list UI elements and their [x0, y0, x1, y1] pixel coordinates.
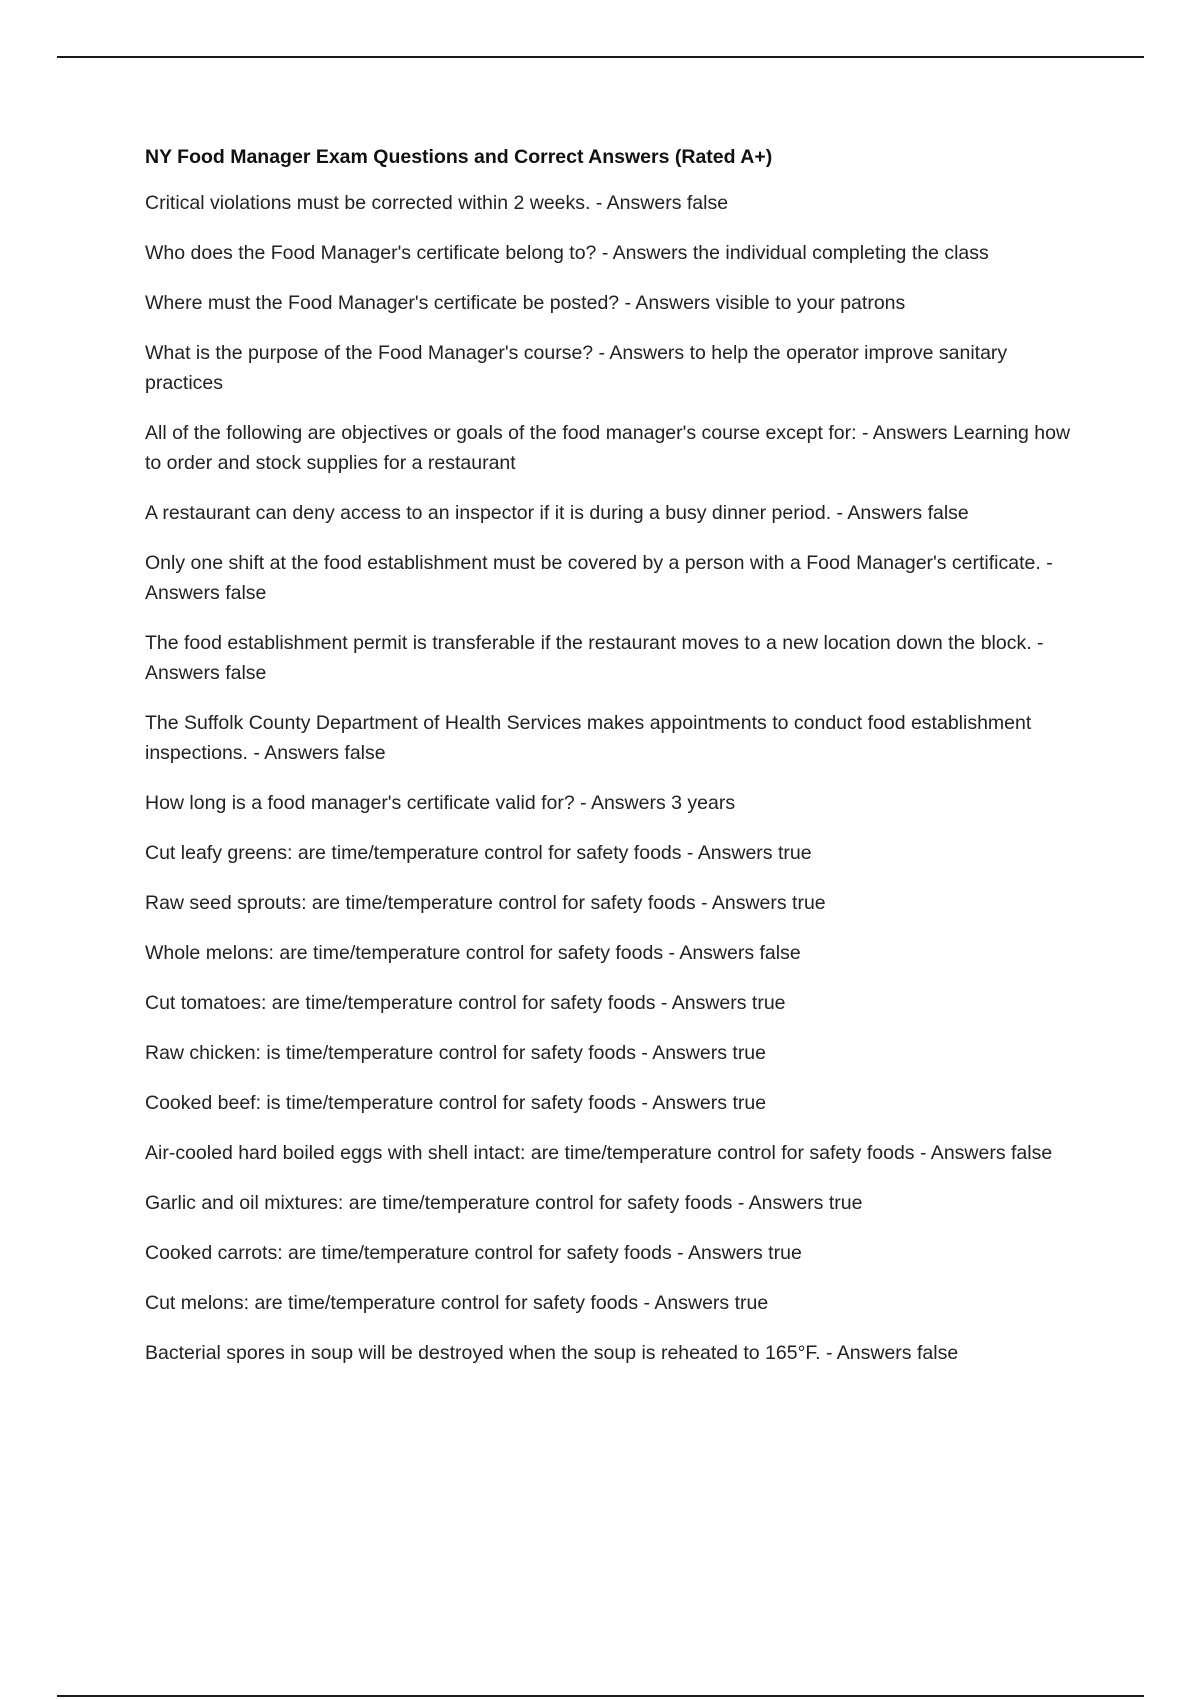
qa-item: Raw chicken: is time/temperature control for safety foods - Answers true: [145, 1042, 767, 1064]
top-divider: [57, 56, 1144, 58]
qa-item: The food establishment permit is transferable if the restaurant moves to a new location down the block. - Answers false: [145, 632, 1044, 684]
qa-item: How long is a food manager's certificate valid for? - Answers 3 years: [145, 792, 736, 814]
document-title: NY Food Manager Exam Questions and Correct Answers (Rated A+): [145, 146, 773, 168]
qa-item: Bacterial spores in soup will be destroyed when the soup is reheated to 165°F. - Answers false: [145, 1342, 959, 1364]
qa-item: What is the purpose of the Food Manager's course? - Answers to help the operator improve sanitary practices: [145, 342, 1008, 394]
qa-item: Whole melons: are time/temperature control for safety foods - Answers false: [145, 942, 801, 964]
qa-item: Who does the Food Manager's certificate belong to? - Answers the individual completing the class: [145, 242, 989, 264]
qa-item: All of the following are objectives or goals of the food manager's course except for: - Answers Learning how to order and stock supplies for a restaurant: [145, 422, 1071, 474]
qa-item: Only one shift at the food establishment must be covered by a person with a Food Manager's certificate. - Answers false: [145, 552, 1053, 604]
qa-item: Cooked carrots: are time/temperature control for safety foods - Answers true: [145, 1242, 802, 1264]
qa-item: Cut melons: are time/temperature control for safety foods - Answers true: [145, 1292, 769, 1314]
qa-item: Cooked beef: is time/temperature control for safety foods - Answers true: [145, 1092, 767, 1114]
qa-item: A restaurant can deny access to an inspector if it is during a busy dinner period. - Answers false: [145, 502, 969, 524]
qa-item: Raw seed sprouts: are time/temperature control for safety foods - Answers true: [145, 892, 826, 914]
qa-item: Air-cooled hard boiled eggs with shell intact: are time/temperature control for safety foods - Answers false: [145, 1142, 1053, 1164]
qa-item: Where must the Food Manager's certificate be posted? - Answers visible to your patrons: [145, 292, 906, 314]
document-body: [145, 142, 1090, 1368]
qa-item: Cut leafy greens: are time/temperature control for safety foods - Answers true: [145, 842, 812, 864]
qa-item: The Suffolk County Department of Health Services makes appointments to conduct food establishment inspections. - Answers false: [145, 712, 1032, 764]
qa-item: Cut tomatoes: are time/temperature control for safety foods - Answers true: [145, 992, 786, 1014]
qa-item: Critical violations must be corrected within 2 weeks. - Answers false: [145, 192, 729, 214]
qa-item: Garlic and oil mixtures: are time/temperature control for safety foods - Answers true: [145, 1192, 863, 1214]
bottom-divider: [57, 1695, 1144, 1697]
